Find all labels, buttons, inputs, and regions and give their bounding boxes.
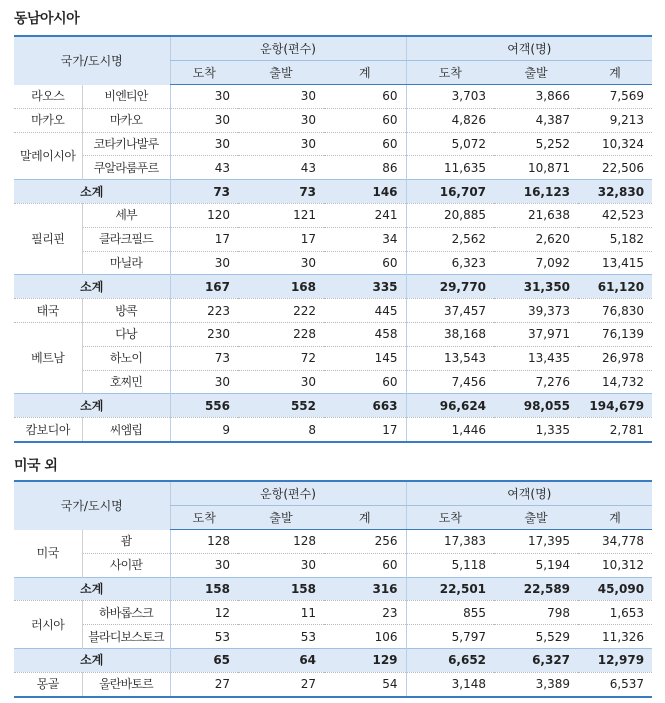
header-passengers-total: 계 (578, 61, 652, 85)
city-cell: 비엔티안 (82, 85, 170, 109)
flights-total: 129 (324, 648, 406, 672)
flights-total: 316 (324, 577, 406, 601)
table-row (14, 156, 652, 180)
passengers-departure: 3,866 (494, 85, 578, 109)
subtotal-label: 소계 (14, 577, 170, 601)
passengers-arrival: 6,323 (406, 251, 494, 275)
passengers-departure: 39,373 (494, 299, 578, 323)
flights-departure: 30 (238, 251, 324, 275)
passengers-departure: 37,971 (494, 322, 578, 346)
passengers-arrival: 4,826 (406, 108, 494, 132)
flights-total: 60 (324, 251, 406, 275)
passengers-arrival: 2,562 (406, 227, 494, 251)
passengers-departure: 3,389 (494, 672, 578, 696)
subtotal-label: 소계 (14, 394, 170, 418)
flights-arrival: 167 (170, 275, 238, 299)
passengers-departure: 7,276 (494, 370, 578, 394)
subtotal-label: 소계 (14, 275, 170, 299)
flights-arrival: 128 (170, 530, 238, 554)
header-passengers-total: 계 (578, 506, 652, 530)
flights-departure: 27 (238, 672, 324, 696)
table-row (14, 530, 652, 554)
passengers-total: 34,778 (578, 530, 652, 554)
flights-arrival: 43 (170, 156, 238, 180)
country-cell: 태국 (14, 299, 82, 323)
passengers-total: 42,523 (578, 203, 652, 227)
city-cell: 쿠알라룸푸르 (82, 156, 170, 180)
flights-total: 60 (324, 108, 406, 132)
passengers-total: 2,781 (578, 418, 652, 442)
flights-departure: 11 (238, 601, 324, 625)
city-cell: 방콕 (82, 299, 170, 323)
flights-total: 445 (324, 299, 406, 323)
passengers-total: 13,415 (578, 251, 652, 275)
passengers-departure: 4,387 (494, 108, 578, 132)
flights-total: 23 (324, 601, 406, 625)
flights-total: 60 (324, 132, 406, 156)
flights-departure: 17 (238, 227, 324, 251)
city-cell: 코타키나발루 (82, 132, 170, 156)
flights-arrival: 27 (170, 672, 238, 696)
header-flights-departure: 출발 (238, 61, 324, 85)
flights-arrival: 65 (170, 648, 238, 672)
flights-departure: 222 (238, 299, 324, 323)
table-row (14, 370, 652, 394)
passengers-total: 14,732 (578, 370, 652, 394)
passengers-departure: 31,350 (494, 275, 578, 299)
passengers-arrival: 16,707 (406, 180, 494, 204)
passengers-total: 12,979 (578, 648, 652, 672)
flights-arrival: 73 (170, 180, 238, 204)
passengers-departure: 13,435 (494, 346, 578, 370)
header-flights: 운항(편수) (170, 481, 406, 506)
country-cell: 라오스 (14, 85, 82, 109)
subtotal-row (14, 394, 652, 418)
flights-total: 60 (324, 370, 406, 394)
passengers-arrival: 38,168 (406, 322, 494, 346)
passengers-total: 7,569 (578, 85, 652, 109)
table-row (14, 299, 652, 323)
passengers-total: 10,324 (578, 132, 652, 156)
country-cell: 러시아 (14, 601, 82, 649)
header-passengers-departure: 출발 (494, 61, 578, 85)
flights-total: 663 (324, 394, 406, 418)
header-passengers-arrival: 도착 (406, 506, 494, 530)
country-cell: 베트남 (14, 322, 82, 393)
passengers-departure: 5,194 (494, 553, 578, 577)
header-flights-total: 계 (324, 61, 406, 85)
flights-arrival: 223 (170, 299, 238, 323)
passengers-departure: 5,252 (494, 132, 578, 156)
passengers-arrival: 3,703 (406, 85, 494, 109)
southeast-asia-table (14, 35, 652, 443)
flights-arrival: 9 (170, 418, 238, 442)
subtotal-row (14, 577, 652, 601)
flights-total: 86 (324, 156, 406, 180)
table-row (14, 251, 652, 275)
flights-departure: 64 (238, 648, 324, 672)
header-flights-departure: 출발 (238, 506, 324, 530)
passengers-total: 61,120 (578, 275, 652, 299)
passengers-arrival: 855 (406, 601, 494, 625)
us-others-table (14, 480, 652, 698)
flights-departure: 228 (238, 322, 324, 346)
flights-arrival: 30 (170, 108, 238, 132)
city-cell: 호찌민 (82, 370, 170, 394)
header-passengers: 여객(명) (406, 481, 652, 506)
header-flights-arrival: 도착 (170, 61, 238, 85)
flights-total: 34 (324, 227, 406, 251)
flights-departure: 8 (238, 418, 324, 442)
passengers-arrival: 11,635 (406, 156, 494, 180)
flights-arrival: 230 (170, 322, 238, 346)
passengers-arrival: 3,148 (406, 672, 494, 696)
country-cell: 미국 (14, 530, 82, 578)
city-cell: 사이판 (82, 553, 170, 577)
flights-total: 106 (324, 625, 406, 649)
table-row (14, 132, 652, 156)
table-row (14, 346, 652, 370)
flights-departure: 30 (238, 108, 324, 132)
flights-arrival: 556 (170, 394, 238, 418)
passengers-total: 9,213 (578, 108, 652, 132)
header-flights: 운항(편수) (170, 36, 406, 61)
header-flights-total: 계 (324, 506, 406, 530)
flights-total: 335 (324, 275, 406, 299)
flights-arrival: 30 (170, 251, 238, 275)
flights-departure: 158 (238, 577, 324, 601)
flights-total: 60 (324, 553, 406, 577)
passengers-total: 10,312 (578, 553, 652, 577)
flights-total: 146 (324, 180, 406, 204)
subtotal-row (14, 648, 652, 672)
flights-arrival: 73 (170, 346, 238, 370)
passengers-arrival: 22,501 (406, 577, 494, 601)
flights-departure: 30 (238, 370, 324, 394)
table-row (14, 108, 652, 132)
country-cell: 필리핀 (14, 203, 82, 274)
passengers-total: 26,978 (578, 346, 652, 370)
table-row (14, 227, 652, 251)
passengers-departure: 798 (494, 601, 578, 625)
subtotal-row (14, 275, 652, 299)
country-cell: 캄보디아 (14, 418, 82, 442)
country-cell: 마카오 (14, 108, 82, 132)
passengers-arrival: 5,118 (406, 553, 494, 577)
flights-total: 241 (324, 203, 406, 227)
passengers-total: 194,679 (578, 394, 652, 418)
flights-departure: 73 (238, 180, 324, 204)
flights-departure: 72 (238, 346, 324, 370)
header-country-city: 국가/도시명 (14, 481, 170, 530)
table-row (14, 625, 652, 649)
flights-arrival: 158 (170, 577, 238, 601)
passengers-arrival: 7,456 (406, 370, 494, 394)
section-title-us-others: 미국 외 (14, 458, 58, 474)
subtotal-row (14, 180, 652, 204)
passengers-arrival: 96,624 (406, 394, 494, 418)
header-passengers-departure: 출발 (494, 506, 578, 530)
flights-arrival: 53 (170, 625, 238, 649)
city-cell: 블라디보스토크 (82, 625, 170, 649)
passengers-total: 11,326 (578, 625, 652, 649)
city-cell: 마닐라 (82, 251, 170, 275)
flights-departure: 30 (238, 85, 324, 109)
flights-departure: 30 (238, 132, 324, 156)
passengers-departure: 6,327 (494, 648, 578, 672)
flights-total: 60 (324, 85, 406, 109)
flights-departure: 128 (238, 530, 324, 554)
subtotal-label: 소계 (14, 648, 170, 672)
city-cell: 괌 (82, 530, 170, 554)
flights-departure: 53 (238, 625, 324, 649)
passengers-total: 76,139 (578, 322, 652, 346)
city-cell: 마카오 (82, 108, 170, 132)
flights-departure: 168 (238, 275, 324, 299)
passengers-total: 76,830 (578, 299, 652, 323)
flights-arrival: 30 (170, 370, 238, 394)
flights-arrival: 120 (170, 203, 238, 227)
passengers-total: 1,653 (578, 601, 652, 625)
passengers-arrival: 13,543 (406, 346, 494, 370)
country-cell: 몽골 (14, 672, 82, 696)
passengers-departure: 22,589 (494, 577, 578, 601)
table-row (14, 418, 652, 442)
table-row (14, 601, 652, 625)
flights-arrival: 30 (170, 553, 238, 577)
flights-total: 17 (324, 418, 406, 442)
table-row (14, 322, 652, 346)
flights-arrival: 30 (170, 132, 238, 156)
passengers-total: 5,182 (578, 227, 652, 251)
passengers-arrival: 6,652 (406, 648, 494, 672)
flights-total: 54 (324, 672, 406, 696)
passengers-arrival: 5,072 (406, 132, 494, 156)
passengers-departure: 98,055 (494, 394, 578, 418)
header-country-city: 국가/도시명 (14, 36, 170, 85)
passengers-total: 22,506 (578, 156, 652, 180)
passengers-arrival: 29,770 (406, 275, 494, 299)
header-passengers: 여객(명) (406, 36, 652, 61)
section-title-southeast-asia: 동남아시아 (14, 11, 80, 27)
passengers-departure: 10,871 (494, 156, 578, 180)
table-row (14, 85, 652, 109)
city-cell: 울란바토르 (82, 672, 170, 696)
passengers-total: 6,537 (578, 672, 652, 696)
flights-departure: 121 (238, 203, 324, 227)
passengers-departure: 5,529 (494, 625, 578, 649)
subtotal-label: 소계 (14, 180, 170, 204)
flights-departure: 552 (238, 394, 324, 418)
flights-arrival: 30 (170, 85, 238, 109)
flights-departure: 43 (238, 156, 324, 180)
header-passengers-arrival: 도착 (406, 61, 494, 85)
passengers-total: 45,090 (578, 577, 652, 601)
flights-total: 458 (324, 322, 406, 346)
passengers-arrival: 37,457 (406, 299, 494, 323)
passengers-departure: 21,638 (494, 203, 578, 227)
city-cell: 세부 (82, 203, 170, 227)
passengers-departure: 16,123 (494, 180, 578, 204)
table-row (14, 672, 652, 696)
flights-arrival: 17 (170, 227, 238, 251)
flights-total: 145 (324, 346, 406, 370)
table-row (14, 553, 652, 577)
flights-departure: 30 (238, 553, 324, 577)
passengers-departure: 1,335 (494, 418, 578, 442)
country-cell: 말레이시아 (14, 132, 82, 180)
flights-arrival: 12 (170, 601, 238, 625)
passengers-arrival: 5,797 (406, 625, 494, 649)
passengers-departure: 7,092 (494, 251, 578, 275)
passengers-departure: 17,395 (494, 530, 578, 554)
passengers-arrival: 20,885 (406, 203, 494, 227)
passengers-departure: 2,620 (494, 227, 578, 251)
flights-total: 256 (324, 530, 406, 554)
city-cell: 하바롭스크 (82, 601, 170, 625)
city-cell: 하노이 (82, 346, 170, 370)
city-cell: 씨엠립 (82, 418, 170, 442)
city-cell: 다낭 (82, 322, 170, 346)
table-row (14, 203, 652, 227)
header-flights-arrival: 도착 (170, 506, 238, 530)
city-cell: 클라크필드 (82, 227, 170, 251)
passengers-arrival: 1,446 (406, 418, 494, 442)
passengers-total: 32,830 (578, 180, 652, 204)
passengers-arrival: 17,383 (406, 530, 494, 554)
